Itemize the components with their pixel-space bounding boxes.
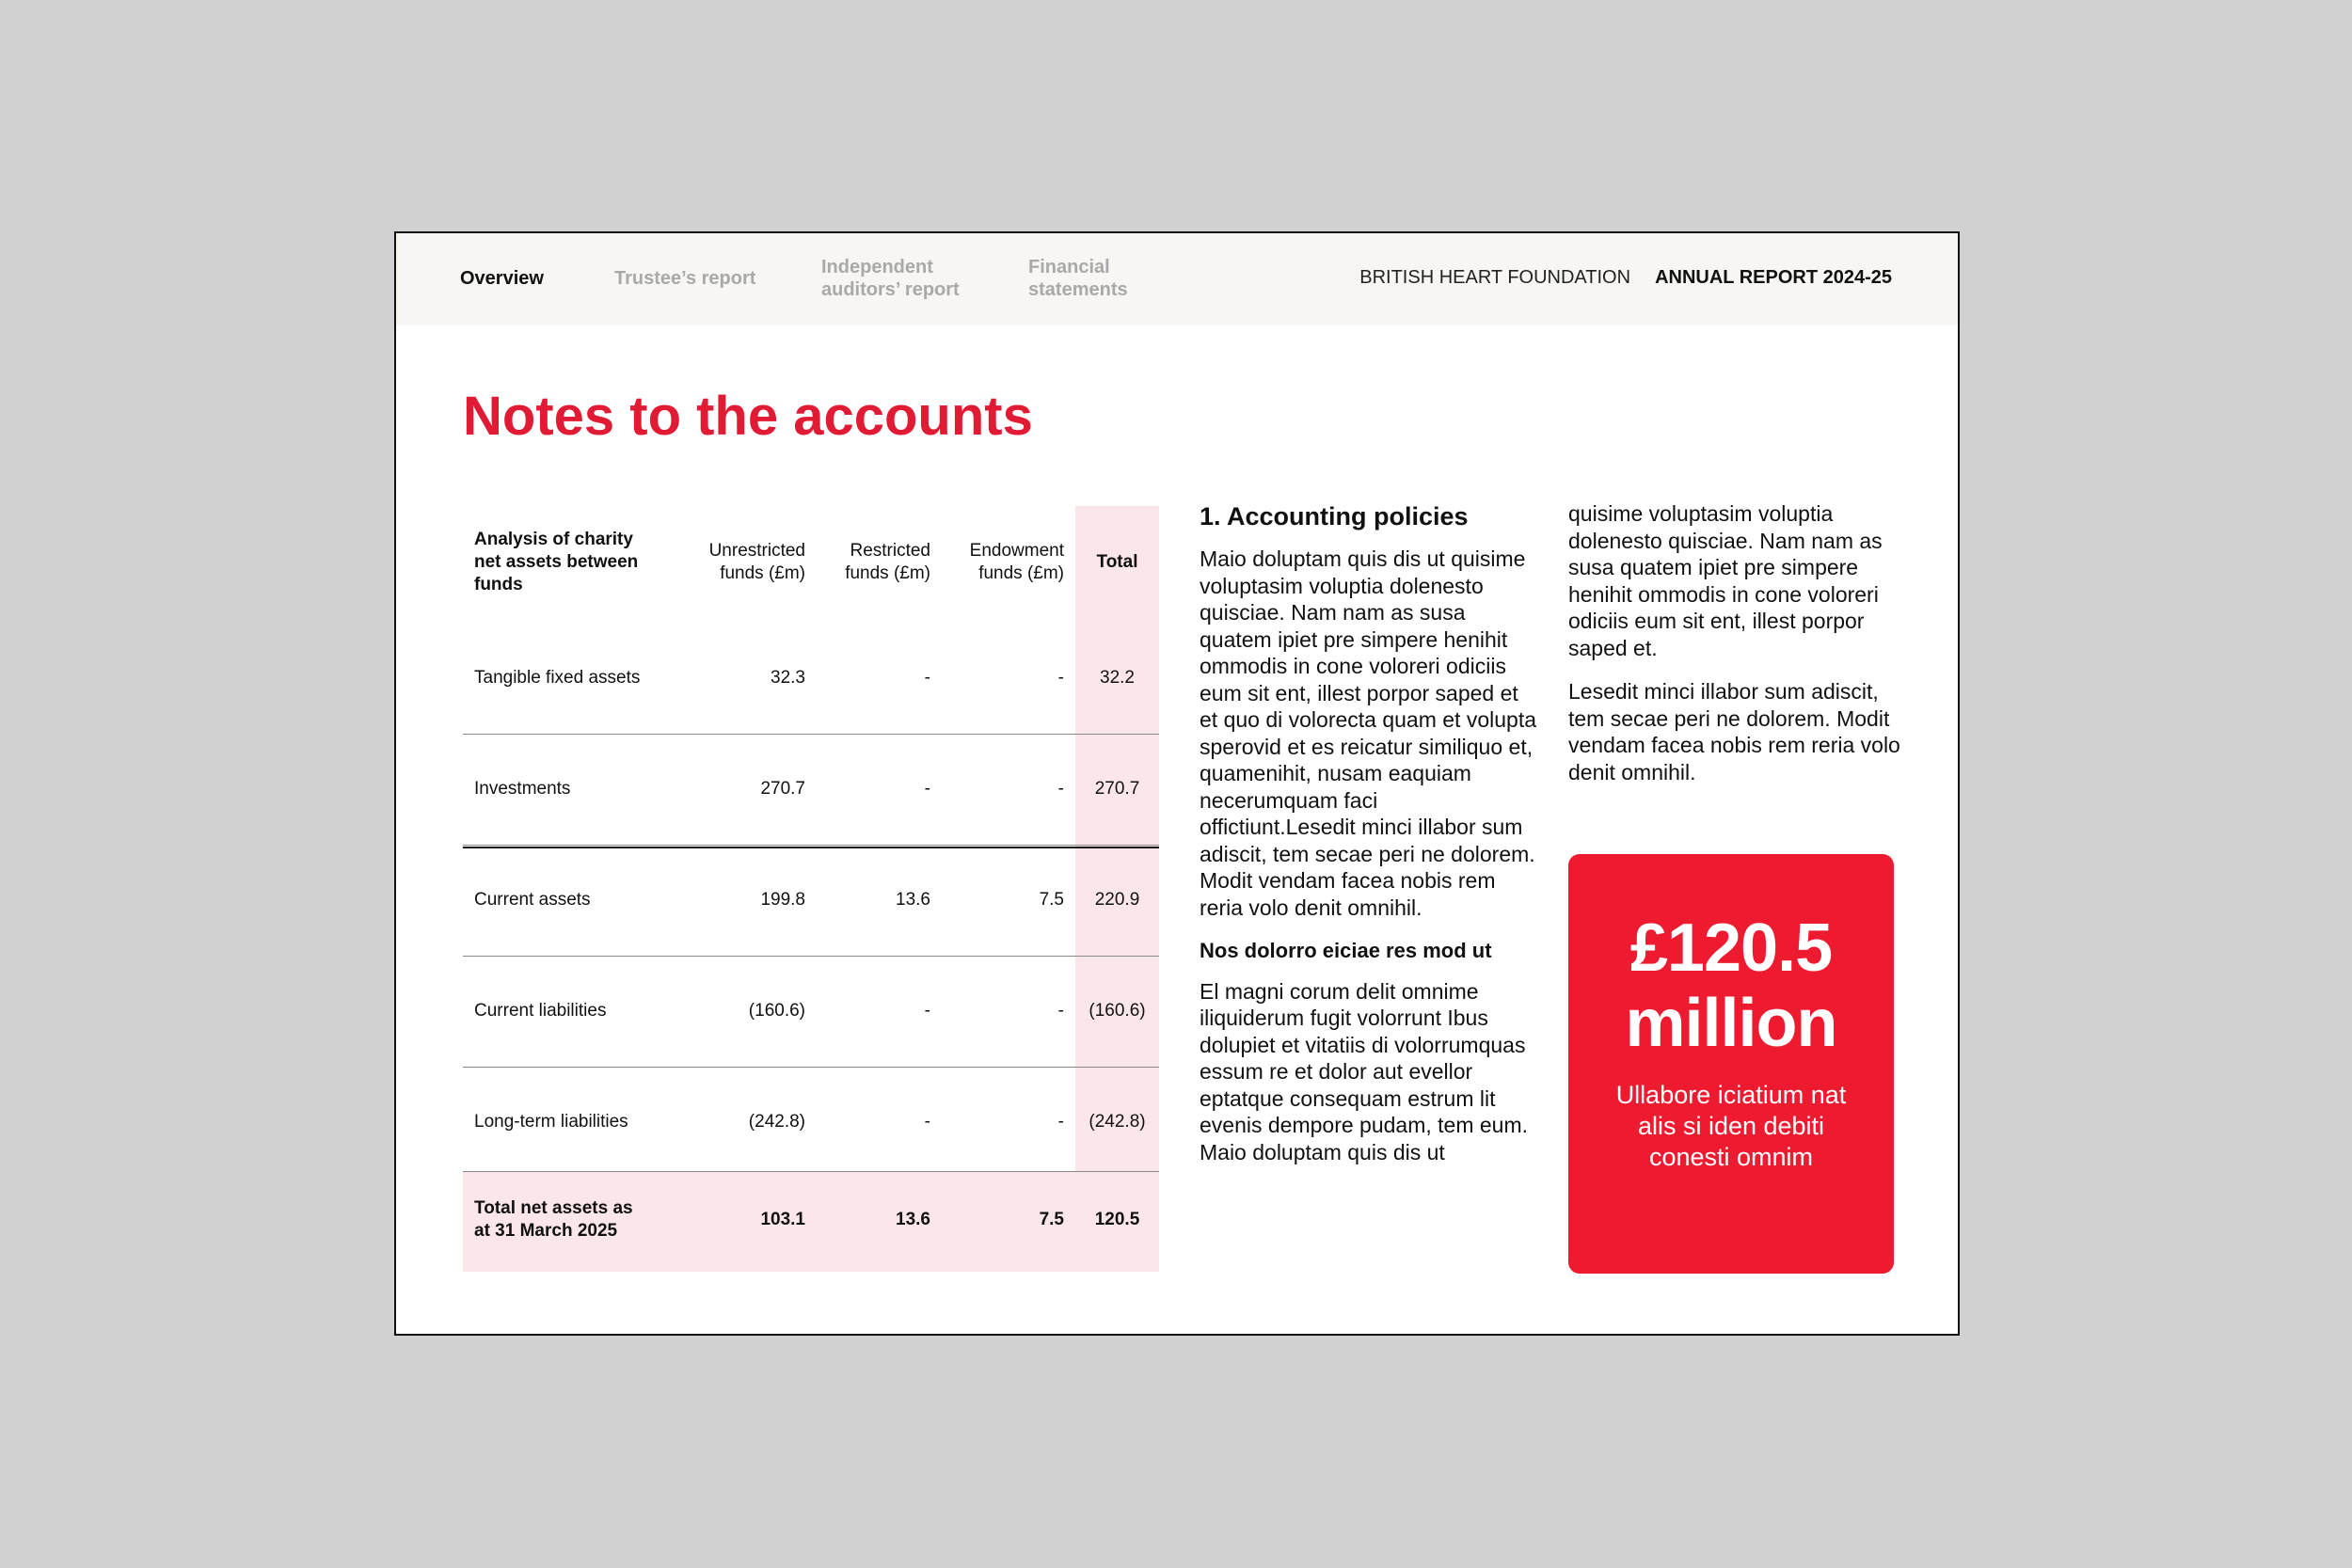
row-total: 270.7 (1094, 779, 1140, 799)
row-endowment: - (1057, 668, 1064, 688)
row-label: Investments (474, 779, 571, 799)
continued-text-column (1568, 500, 1907, 802)
row-unrestricted: (160.6) (748, 1001, 805, 1021)
sub-heading: Nos dolorro eiciae res mod ut (1200, 939, 1492, 962)
row-unrestricted: 199.8 (760, 890, 805, 910)
page-title: Notes to the accounts (463, 386, 1033, 447)
row-restricted: 13.6 (896, 890, 930, 910)
callout-caption: Ullabore iciatium nat alis si iden debiti conesti omnim (1615, 1081, 1847, 1171)
table-header-row (463, 506, 1159, 619)
section-heading: 1. Accounting policies (1200, 502, 1469, 531)
row-endowment: - (1057, 1001, 1064, 1021)
callout-amount: £120.5 (1629, 911, 1833, 986)
row-total: 220.9 (1094, 890, 1140, 910)
header-total: Total (1096, 552, 1138, 572)
row-label: Long-term liabilities (474, 1112, 628, 1132)
total-total: 120.5 (1094, 1210, 1140, 1229)
row-label: Current liabilities (474, 1001, 607, 1021)
report-title: ANNUAL REPORT 2024-25 (1655, 267, 1892, 288)
header-unrestricted: Unrestricted funds (£m) (708, 541, 805, 583)
body-paragraph: Maio doluptam quis dis ut quisime voluptasim voluptia dolenesto quisciae. Nam nam as susa quatem ipiet pre simpere henihit ommodis in cone voloreri odiciis eum sit ent, illest porpor saped et et quo di volorecta quam et volupta sperovid et es reicatur similiquo et, quamenihit, nusam eaquiam necerumquam faci offictiunt.Lesedit minci illabor sum adiscit, tem secae peri ne dolorem. Modit vendam facea nobis rem reria volo denit omnihil. (1200, 546, 1537, 920)
organisation-name: BRITISH HEART FOUNDATION (1359, 267, 1631, 288)
report-page (394, 231, 1960, 1336)
table-row (463, 734, 1159, 845)
accounting-policies-column (1200, 500, 1538, 1182)
body-paragraph: quisime voluptasim voluptia dolenesto quisciae. Nam nam as susa quatem ipiet pre simpere henihit ommodis in cone voloreri odiciis eum sit ent, illest porpor saped et. (1568, 501, 1883, 660)
row-endowment: 7.5 (1039, 890, 1064, 910)
row-unrestricted: 32.3 (771, 668, 805, 688)
row-restricted: - (924, 668, 930, 688)
net-assets-table (463, 506, 1159, 1272)
body-paragraph: El magni corum delit omnime iliquiderum fugit volorrunt Ibus dolupiet et vitatiis di volorrumquas essum re et dolor aut evellor eptatque consequam estrum lit evenis dempore pudam, tem eum. Maio doluptam quis dis ut (1200, 978, 1529, 1164)
highlight-callout (1568, 854, 1894, 1274)
header-endowment: Endowment funds (£m) (969, 541, 1064, 583)
total-unrestricted: 103.1 (760, 1210, 805, 1229)
row-unrestricted: (242.8) (748, 1112, 805, 1132)
row-total: (242.8) (1089, 1112, 1146, 1132)
nav-overview[interactable]: Overview (460, 268, 544, 289)
top-navigation-bar (396, 233, 1958, 325)
row-endowment: - (1057, 1112, 1064, 1132)
total-row-label: Total net assets as at 31 March 2025 (474, 1198, 633, 1241)
row-restricted: - (924, 1112, 930, 1132)
callout-unit: million (1625, 986, 1837, 1061)
total-restricted: 13.6 (896, 1210, 930, 1229)
total-endowment: 7.5 (1039, 1210, 1064, 1229)
callout-figure (1568, 911, 1894, 1061)
table-row (463, 845, 1159, 956)
nav-independent-auditors-report[interactable]: Independent auditors’ report (821, 257, 960, 300)
body-paragraph: Lesedit minci illabor sum adiscit, tem secae peri ne dolorem. Modit vendam facea nobis rem reria volo denit omnihil. (1568, 679, 1900, 784)
nav-financial-statements[interactable]: Financial statements (1028, 257, 1128, 300)
nav-trustees-report[interactable]: Trustee’s report (614, 268, 756, 289)
table-row (463, 1067, 1159, 1171)
brand-header (1359, 267, 1892, 289)
table-row (463, 956, 1159, 1067)
row-restricted: - (924, 1001, 930, 1021)
total-row (463, 1171, 1159, 1272)
row-restricted: - (924, 779, 930, 799)
header-restricted: Restricted funds (£m) (845, 541, 930, 583)
header-analysis: Analysis of charity net assets between funds (474, 530, 639, 594)
row-label: Tangible fixed assets (474, 668, 641, 688)
table-row (463, 623, 1159, 734)
row-endowment: - (1057, 779, 1064, 799)
row-total: 32.2 (1100, 668, 1135, 688)
row-total: (160.6) (1089, 1001, 1146, 1021)
row-label: Current assets (474, 890, 591, 910)
row-unrestricted: 270.7 (760, 779, 805, 799)
